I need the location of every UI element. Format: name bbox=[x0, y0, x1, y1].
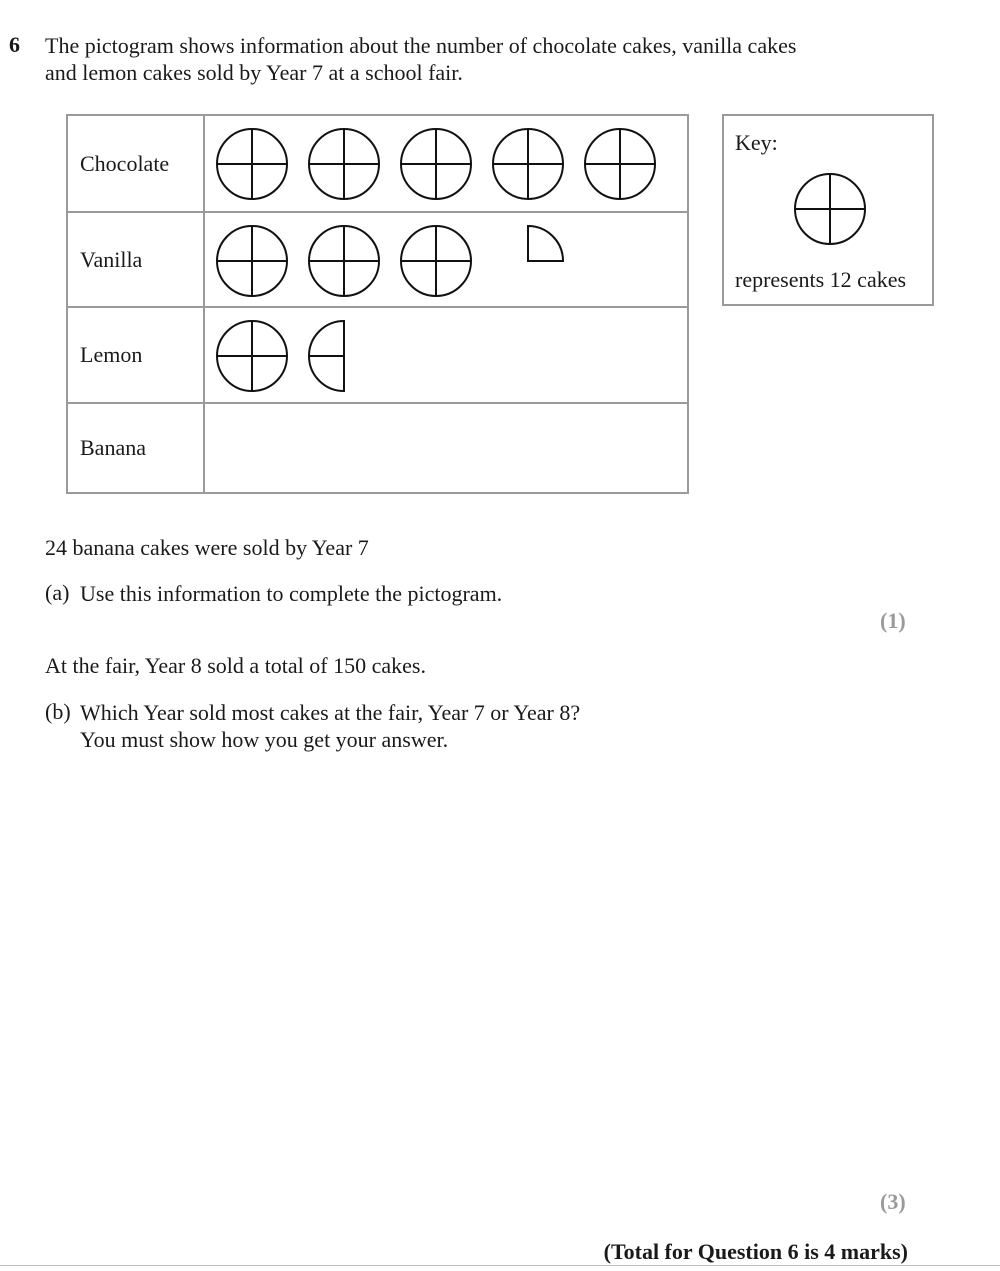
symbols-chocolate bbox=[214, 126, 658, 202]
bottom-rule bbox=[0, 1265, 1000, 1266]
pictogram-row-vanilla bbox=[68, 211, 687, 306]
year8-info: At the fair, Year 8 sold a total of 150 cakes. bbox=[45, 653, 426, 678]
part-a-marks: (1) bbox=[880, 608, 906, 633]
cake-symbol-icon-chocolate-3 bbox=[398, 126, 474, 202]
key-text: represents 12 cakes bbox=[735, 267, 907, 292]
symbols-lemon bbox=[214, 318, 382, 394]
intro-line-1: The pictogram shows information about the number of chocolate cakes, vanilla cakes bbox=[45, 33, 797, 58]
row-label-lemon: Lemon bbox=[80, 342, 143, 367]
partial-cake-symbol-icon-vanilla bbox=[490, 223, 566, 299]
cake-symbol-icon-vanilla-3 bbox=[398, 223, 474, 299]
question-number: 6 bbox=[9, 32, 20, 57]
part-a-letter: (a) bbox=[45, 580, 70, 605]
symbols-vanilla bbox=[214, 223, 566, 299]
cake-symbol-icon-chocolate-2 bbox=[306, 126, 382, 202]
part-b-letter: (b) bbox=[45, 699, 71, 724]
pictogram-row-chocolate bbox=[68, 116, 687, 211]
banana-info: 24 banana cakes were sold by Year 7 bbox=[45, 535, 369, 560]
part-b-line-2: You must show how you get your answer. bbox=[80, 727, 449, 752]
cake-symbol-icon-chocolate-1 bbox=[214, 126, 290, 202]
cake-symbol-icon-vanilla-2 bbox=[306, 223, 382, 299]
row-label-banana: Banana bbox=[80, 435, 146, 460]
partial-cake-symbol-icon-lemon bbox=[306, 318, 382, 394]
row-label-chocolate: Chocolate bbox=[80, 150, 170, 176]
pictogram-row-lemon bbox=[68, 306, 687, 402]
question-total: (Total for Question 6 is 4 marks) bbox=[603, 1239, 908, 1264]
pictogram-row-banana[interactable] bbox=[68, 402, 687, 492]
part-b-marks: (3) bbox=[880, 1189, 906, 1214]
cake-symbol-icon-lemon-1 bbox=[214, 318, 290, 394]
key-cake-symbol-icon bbox=[792, 171, 868, 252]
cake-symbol-icon-chocolate-5 bbox=[582, 126, 658, 202]
question-intro bbox=[45, 32, 925, 86]
pictogram-table bbox=[66, 114, 689, 494]
key-box bbox=[722, 114, 934, 306]
cake-symbol-icon-chocolate-4 bbox=[490, 126, 566, 202]
part-a-text: Use this information to complete the pictogram. bbox=[80, 581, 503, 606]
row-label-vanilla: Vanilla bbox=[80, 246, 143, 272]
part-b-line-1: Which Year sold most cakes at the fair, Year 7 or Year 8? bbox=[80, 700, 581, 725]
key-title: Key: bbox=[735, 130, 778, 155]
cake-symbol-icon-vanilla-1 bbox=[214, 223, 290, 299]
intro-line-2: and lemon cakes sold by Year 7 at a school fair. bbox=[45, 60, 463, 85]
